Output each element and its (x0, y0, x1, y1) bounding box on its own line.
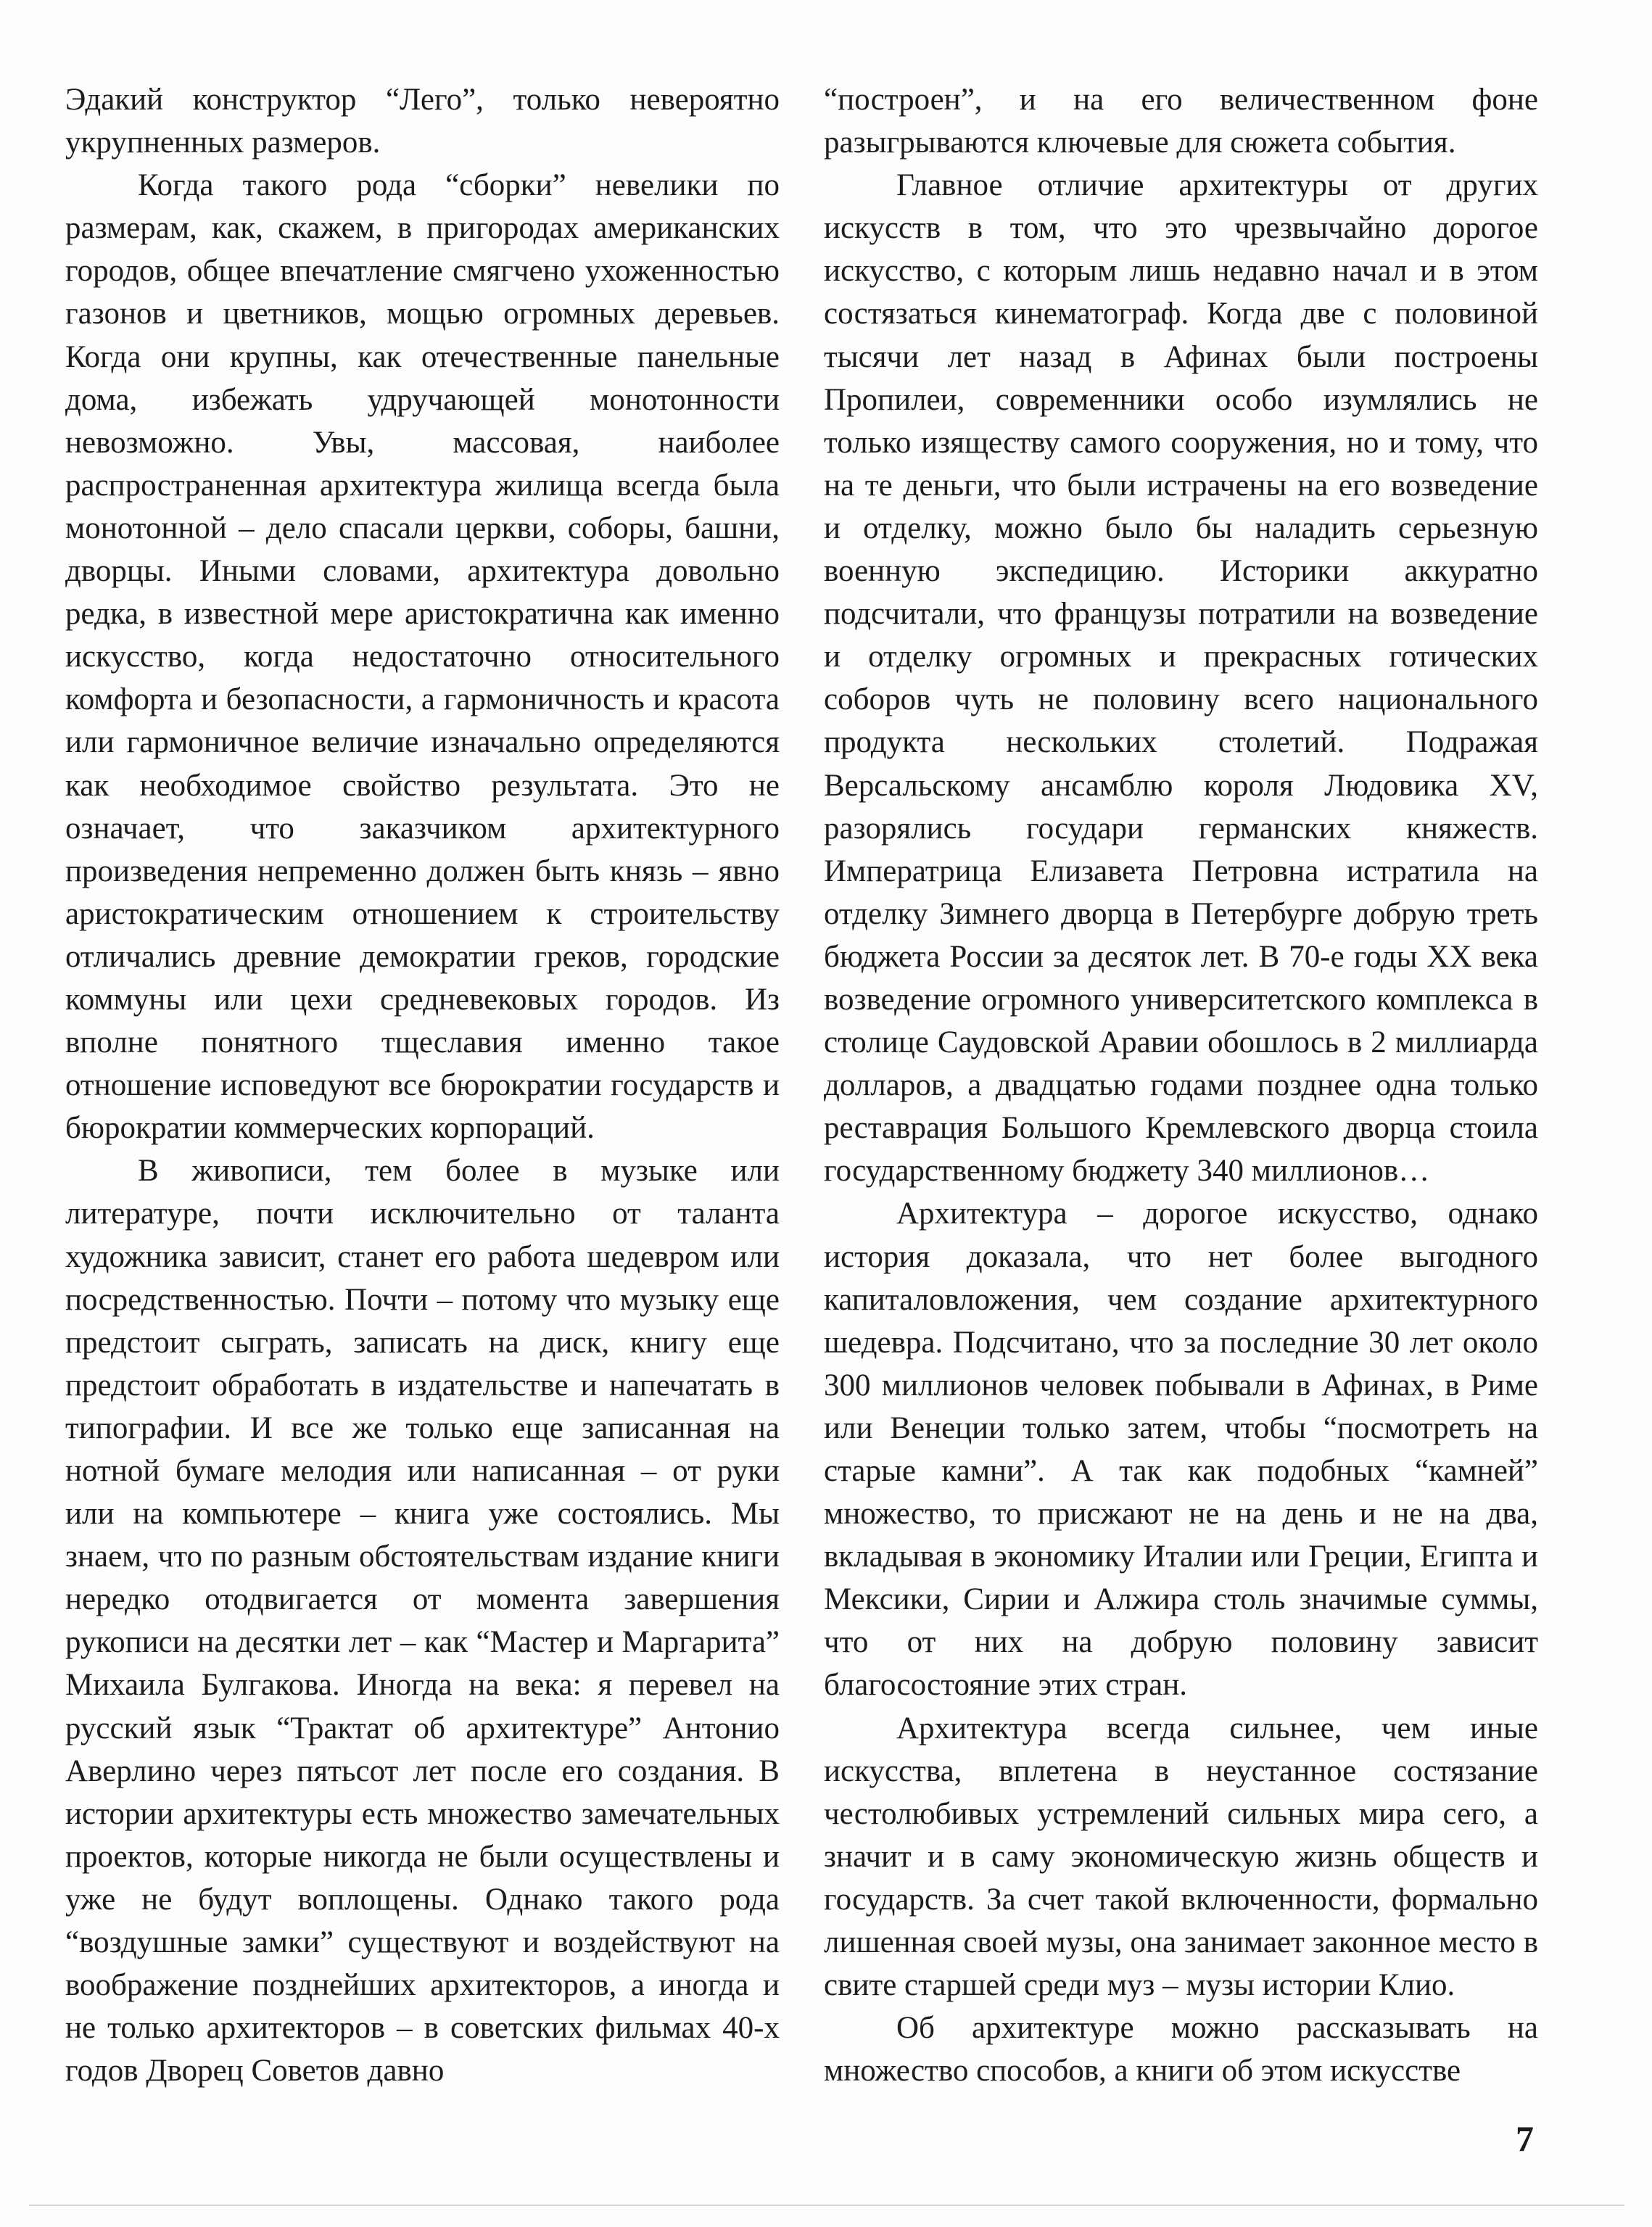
bottom-scan-edge (29, 2205, 1624, 2206)
left-paragraph-1: Эдакий конструктор “Лего”, только невероятно укрупненных размеров. (65, 83, 780, 160)
right-paragraph-1: “построен”, и на его величественном фоне разыгрываются ключевые для сюжета события. (824, 83, 1538, 160)
right-column (824, 78, 1538, 2092)
right-paragraph-2: Главное отличие архитектуры от других искусств в том, что это чрезвычайно дорогое искусство, с которым лишь недавно начал и в этом состязаться кинематограф. Когда две с половиной тысячи лет назад в Афинах были построены Пропилеи, современники особо изумлялись не только изяществу самого сооружения, но и тому, что на те деньги, что были истрачены на его возведение и отделку, можно было бы наладить серьезную военную экспедицию. Историки аккуратно подсчитали, что французы потратили на возведение и отделку огромных и прекрасных готических соборов чуть не половину всего национального продукта нескольких столетий. Подражая Версальскому ансамблю короля Людовика XV, разорялись государи германских княжеств. Императрица Елизавета Петровна истратила на отделку Зимнего дворца в Петербурге добрую треть бюджета России за десяток лет. В 70-е годы XX века возведение огромного университетского комплекса в столице Саудовской Аравии обошлось в 2 миллиарда долларов, а двадцатью годами позднее одна только реставрация Большого Кремлевского дворца стоила государственному бюджету 340 миллионов… (824, 168, 1538, 1189)
right-paragraph-3: Архитектура – дорогое искусство, однако история доказала, что нет более выгодного капиталовложения, чем создание архитектурного шедевра. Подсчитано, что за последние 30 лет около 300 миллионов человек побывали в Афинах, в Риме или Венеции только затем, чтобы “посмотреть на старые камни”. А так как подобных “камней” множество, то присжают не на день и не на два, вкладывая в экономику Италии или Греции, Египта и Мексики, Сирии и Алжира столь значимые суммы, что от них на добрую половину зависит благосостояние этих стран. (824, 1197, 1538, 1703)
left-paragraph-3: В живописи, тем более в музыке или литературе, почти исключительно от таланта художника зависит, станет его работа шедевром или посредственностью. Почти – потому что музыку еще предстоит сыграть, записать на диск, книгу еще предстоит обработать в издательстве и напечатать в типографии. И все же только еще записанная на нотной бумаге мелодия или написанная – от руки или на компьютере – книга уже состоялись. Мы знаем, что по разным обстоятельствам издание книги нередко отодвигается от момента завершения рукописи на десятки лет – как “Мастер и Маргарита” Михаила Булгакова. Иногда на века: я перевел на русский язык “Трактат об архитектуре” Антонио Аверлино через пятьсот лет после его создания. В истории архитектуры есть множество замечательных проектов, которые никогда не были осуществлены и уже не будут воплощены. Однако такого рода “воздушные замки” существуют и воздействуют на воображение позднейших архитекторов, а иногда и не только архитекторов – в советских фильмах 40-х годов Дворец Советов давно (65, 1154, 780, 2088)
left-paragraph-2: Когда такого рода “сборки” невелики по размерам, как, скажем, в пригородах американских городов, общее впечатление смягчено ухоженностью газонов и цветников, мощью огромных деревьев. Когда они крупны, как отечественные панельные дома, избежать удручающей монотонности невозможно. Увы, массовая, наиболее распространенная архитектура жилища всегда была монотонной – дело спасали церкви, соборы, башни, дворцы. Иными словами, архитектура довольно редка, в известной мере аристократична как именно искусство, когда недостаточно относительного комфорта и безопасности, а гармоничность и красота или гармоничное величие изначально определяются как необходимое свойство результата. Это не означает, что заказчиком архитектурного произведения непременно должен быть князь – явно аристократическим отношением к строительству отличались древние демократии греков, городские коммуны или цехи средневековых городов. Из вполне понятного тщеславия именно такое отношение исповедуют все бюрократии государств и бюрократии коммерческих корпораций. (65, 168, 780, 1146)
page-number: 7 (1516, 2118, 1534, 2159)
right-paragraph-4: Архитектура всегда сильнее, чем иные искусства, вплетена в неустанное состязание честолюбивых устремлений сильных мира сего, а значит и в саму экономическую жизнь обществ и государств. За счет такой включенности, формально лишенная своей музы, она занимает законное место в свите старшей среди муз – музы истории Клио. (824, 1711, 1538, 2003)
right-paragraph-5: Об архитектуре можно рассказывать на множество способов, а книги об этом искусстве (824, 2011, 1538, 2088)
left-column (65, 78, 780, 2092)
